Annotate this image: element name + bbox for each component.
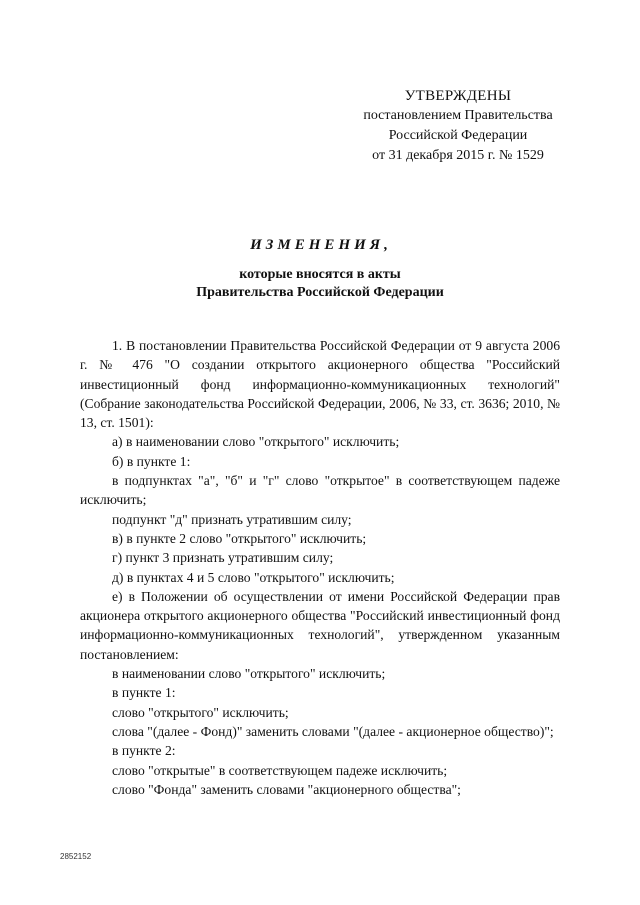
document-heading <box>0 234 640 302</box>
paragraph-16: слово "Фонда" заменить словами "акционерного общества"; <box>112 781 461 797</box>
approval-line-1: постановлением Правительства <box>363 108 553 123</box>
document-title: ИЗМЕНЕНИЯ, <box>250 237 392 253</box>
paragraph-14: в пункте 2: <box>112 743 176 759</box>
paragraph-3: б) в пункте 1: <box>112 453 191 469</box>
approval-title: УТВЕРЖДЕНЫ <box>404 88 512 104</box>
approval-line-2: Российской Федерации <box>388 128 528 143</box>
document-subtitle-line-1: которые вносятся в акты <box>239 267 401 282</box>
paragraph-4: в подпунктах "а", "б" и "г" слово "открытое" в соответствующем падеже исключить; <box>80 473 560 508</box>
paragraph-12: слово "открытого" исключить; <box>112 704 289 720</box>
paragraph-2: а) в наименовании слово "открытого" исключить; <box>112 434 400 450</box>
paragraph-8: д) в пунктах 4 и 5 слово "открытого" исключить; <box>112 569 395 585</box>
document-code: 2852152 <box>60 852 92 861</box>
paragraph-13: слова "(далее - Фонд)" заменить словами "(далее - акционерное общество)"; <box>112 723 554 739</box>
paragraph-1: 1. В постановлении Правительства Российской Федерации от 9 августа 2006 г. № 476 "О создании открытого акционерного общества "Российский инвестиционный фонд информационно-коммуникационных технологий" (Собрание законодательства Российской Федерации, 2006, № 33, ст. 3636; 2010, № 13, ст. 1501): <box>80 338 560 431</box>
paragraph-6: в) в пункте 2 слово "открытого" исключить; <box>112 530 367 546</box>
approval-line-3: от 31 декабря 2015 г. № 1529 <box>372 148 544 163</box>
document-subtitle-line-2: Правительства Российской Федерации <box>196 285 444 300</box>
approval-block <box>348 86 568 166</box>
paragraph-5: подпункт "д" признать утратившим силу; <box>112 511 352 527</box>
paragraph-9: е) в Положении об осуществлении от имени Российской Федерации прав акционера открытого акционерного общества "Российский инвестиционный фонд информационно-коммуникационных технологий", утвержденном указанным постановлением: <box>80 588 560 662</box>
paragraph-15: слово "открытые" в соответствующем падеже исключить; <box>112 762 448 778</box>
paragraph-10: в наименовании слово "открытого" исключить; <box>112 666 386 682</box>
paragraph-11: в пункте 1: <box>112 685 176 701</box>
document-body <box>80 336 560 799</box>
paragraph-7: г) пункт 3 признать утратившим силу; <box>112 550 334 566</box>
